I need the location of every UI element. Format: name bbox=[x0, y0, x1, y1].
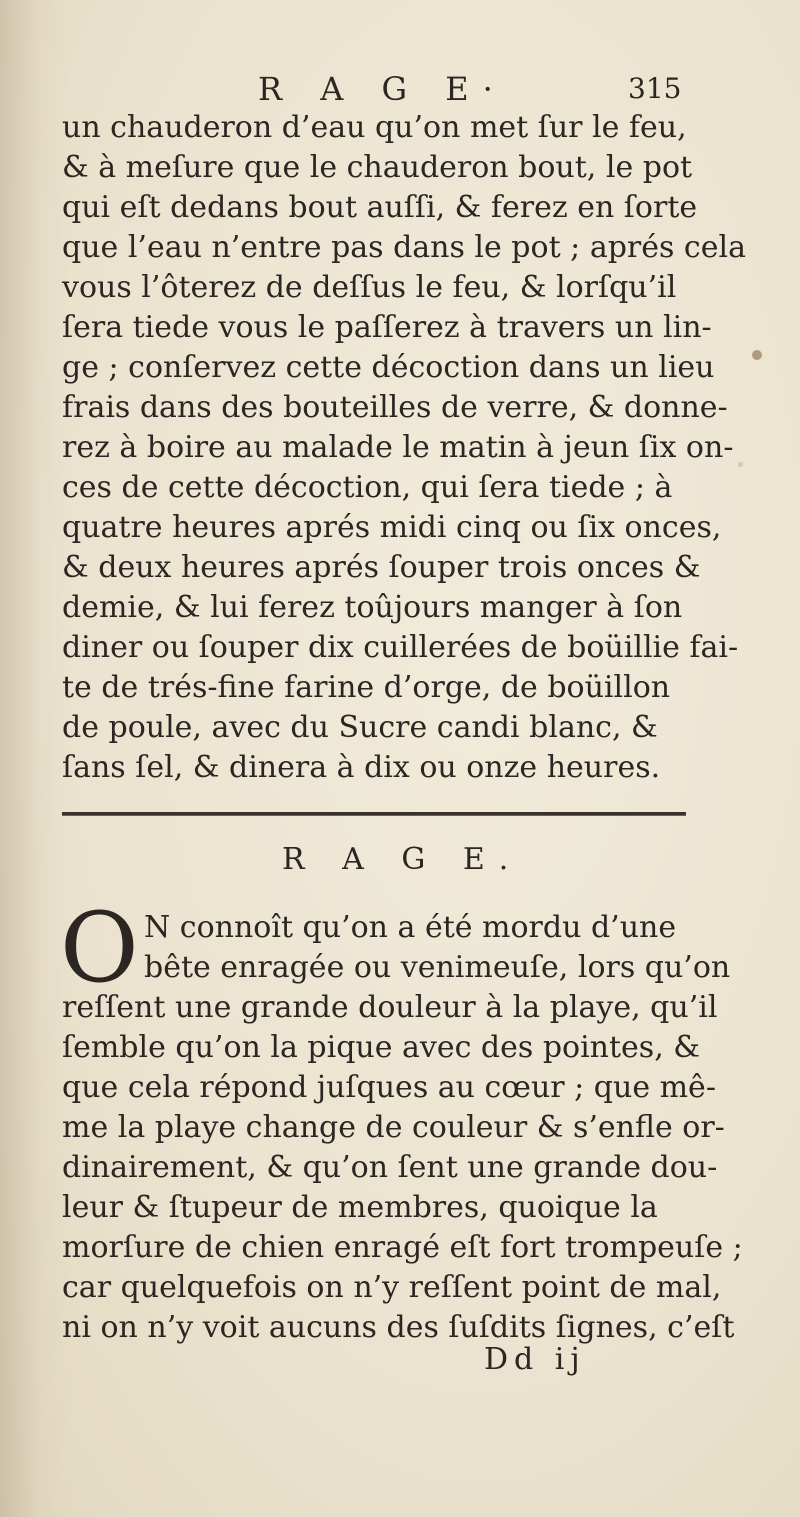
text-line: ni on n’y voit aucuns des ſuſdits ſignes, c’eſt bbox=[62, 1310, 735, 1345]
text-line: qui eſt dedans bout auſſi, & ferez en ſorte bbox=[62, 190, 698, 225]
text-line: ſemble qu’on la pique avec des pointes, & bbox=[62, 1030, 700, 1065]
paragraph-recipe bbox=[62, 108, 746, 788]
text-line: ces de cette décoction, qui ſera tiede ; à bbox=[62, 470, 673, 505]
text-line: un chauderon d’eau qu’on met ſur le feu, bbox=[62, 110, 687, 145]
text-line: quatre heures aprés midi cinq ou ſix onces, bbox=[62, 510, 722, 545]
text-line: leur & ſtupeur de membres, quoique la bbox=[62, 1190, 658, 1225]
text-line: reſſent une grande douleur à la playe, qu’il bbox=[62, 990, 718, 1025]
paragraph-symptoms bbox=[62, 908, 743, 1348]
running-title: R A G E· bbox=[258, 70, 507, 108]
text-line: & deux heures aprés ſouper trois onces & bbox=[62, 550, 701, 585]
text-line: car quelquefois on n’y reſſent point de mal, bbox=[62, 1270, 722, 1305]
text-line: bête enragée ou venimeuſe, lors qu’on bbox=[144, 950, 731, 985]
section-title: R A G E. bbox=[282, 842, 523, 877]
text-line: dinairement, & qu’on ſent une grande dou- bbox=[62, 1150, 718, 1185]
ink-spot bbox=[738, 462, 743, 467]
text-line: que cela répond juſques au cœur ; que mê- bbox=[62, 1070, 716, 1105]
text-line: diner ou ſouper dix cuillerées de boüillie fai- bbox=[62, 630, 739, 665]
text-line: morſure de chien enragé eſt fort trompeuſe ; bbox=[62, 1230, 743, 1265]
text-line: me la playe change de couleur & s’enfle or- bbox=[62, 1110, 725, 1145]
text-line: & à meſure que le chauderon bout, le pot bbox=[62, 150, 693, 185]
section-divider bbox=[62, 812, 686, 816]
running-head bbox=[0, 70, 800, 110]
text-line: vous l’ôterez de deſſus le feu, & lorſqu’il bbox=[62, 270, 677, 305]
drop-cap: O bbox=[60, 892, 139, 1004]
text-line: ſera tiede vous le paſſerez à travers un lin- bbox=[62, 310, 712, 345]
page-number: 315 bbox=[628, 72, 682, 105]
ink-spot bbox=[752, 350, 762, 360]
text-line: rez à boire au malade le matin à jeun ſix on- bbox=[62, 430, 734, 465]
text-line: ge ; conſervez cette décoction dans un lieu bbox=[62, 350, 715, 385]
text-line: que l’eau n’entre pas dans le pot ; aprés cela bbox=[62, 230, 746, 265]
text-line: N connoît qu’on a été mordu d’une bbox=[144, 910, 677, 945]
text-line: ſans ſel, & dinera à dix ou onze heures. bbox=[62, 750, 661, 785]
text-line: frais dans des bouteilles de verre, & donne- bbox=[62, 390, 728, 425]
text-line: te de trés-fine farine d’orge, de boüillon bbox=[62, 670, 671, 705]
signature-mark: Dd ij bbox=[484, 1342, 586, 1377]
text-line: de poule, avec du Sucre candi blanc, & bbox=[62, 710, 658, 745]
text-line: demie, & lui ferez toûjours manger à ſon bbox=[62, 590, 683, 625]
